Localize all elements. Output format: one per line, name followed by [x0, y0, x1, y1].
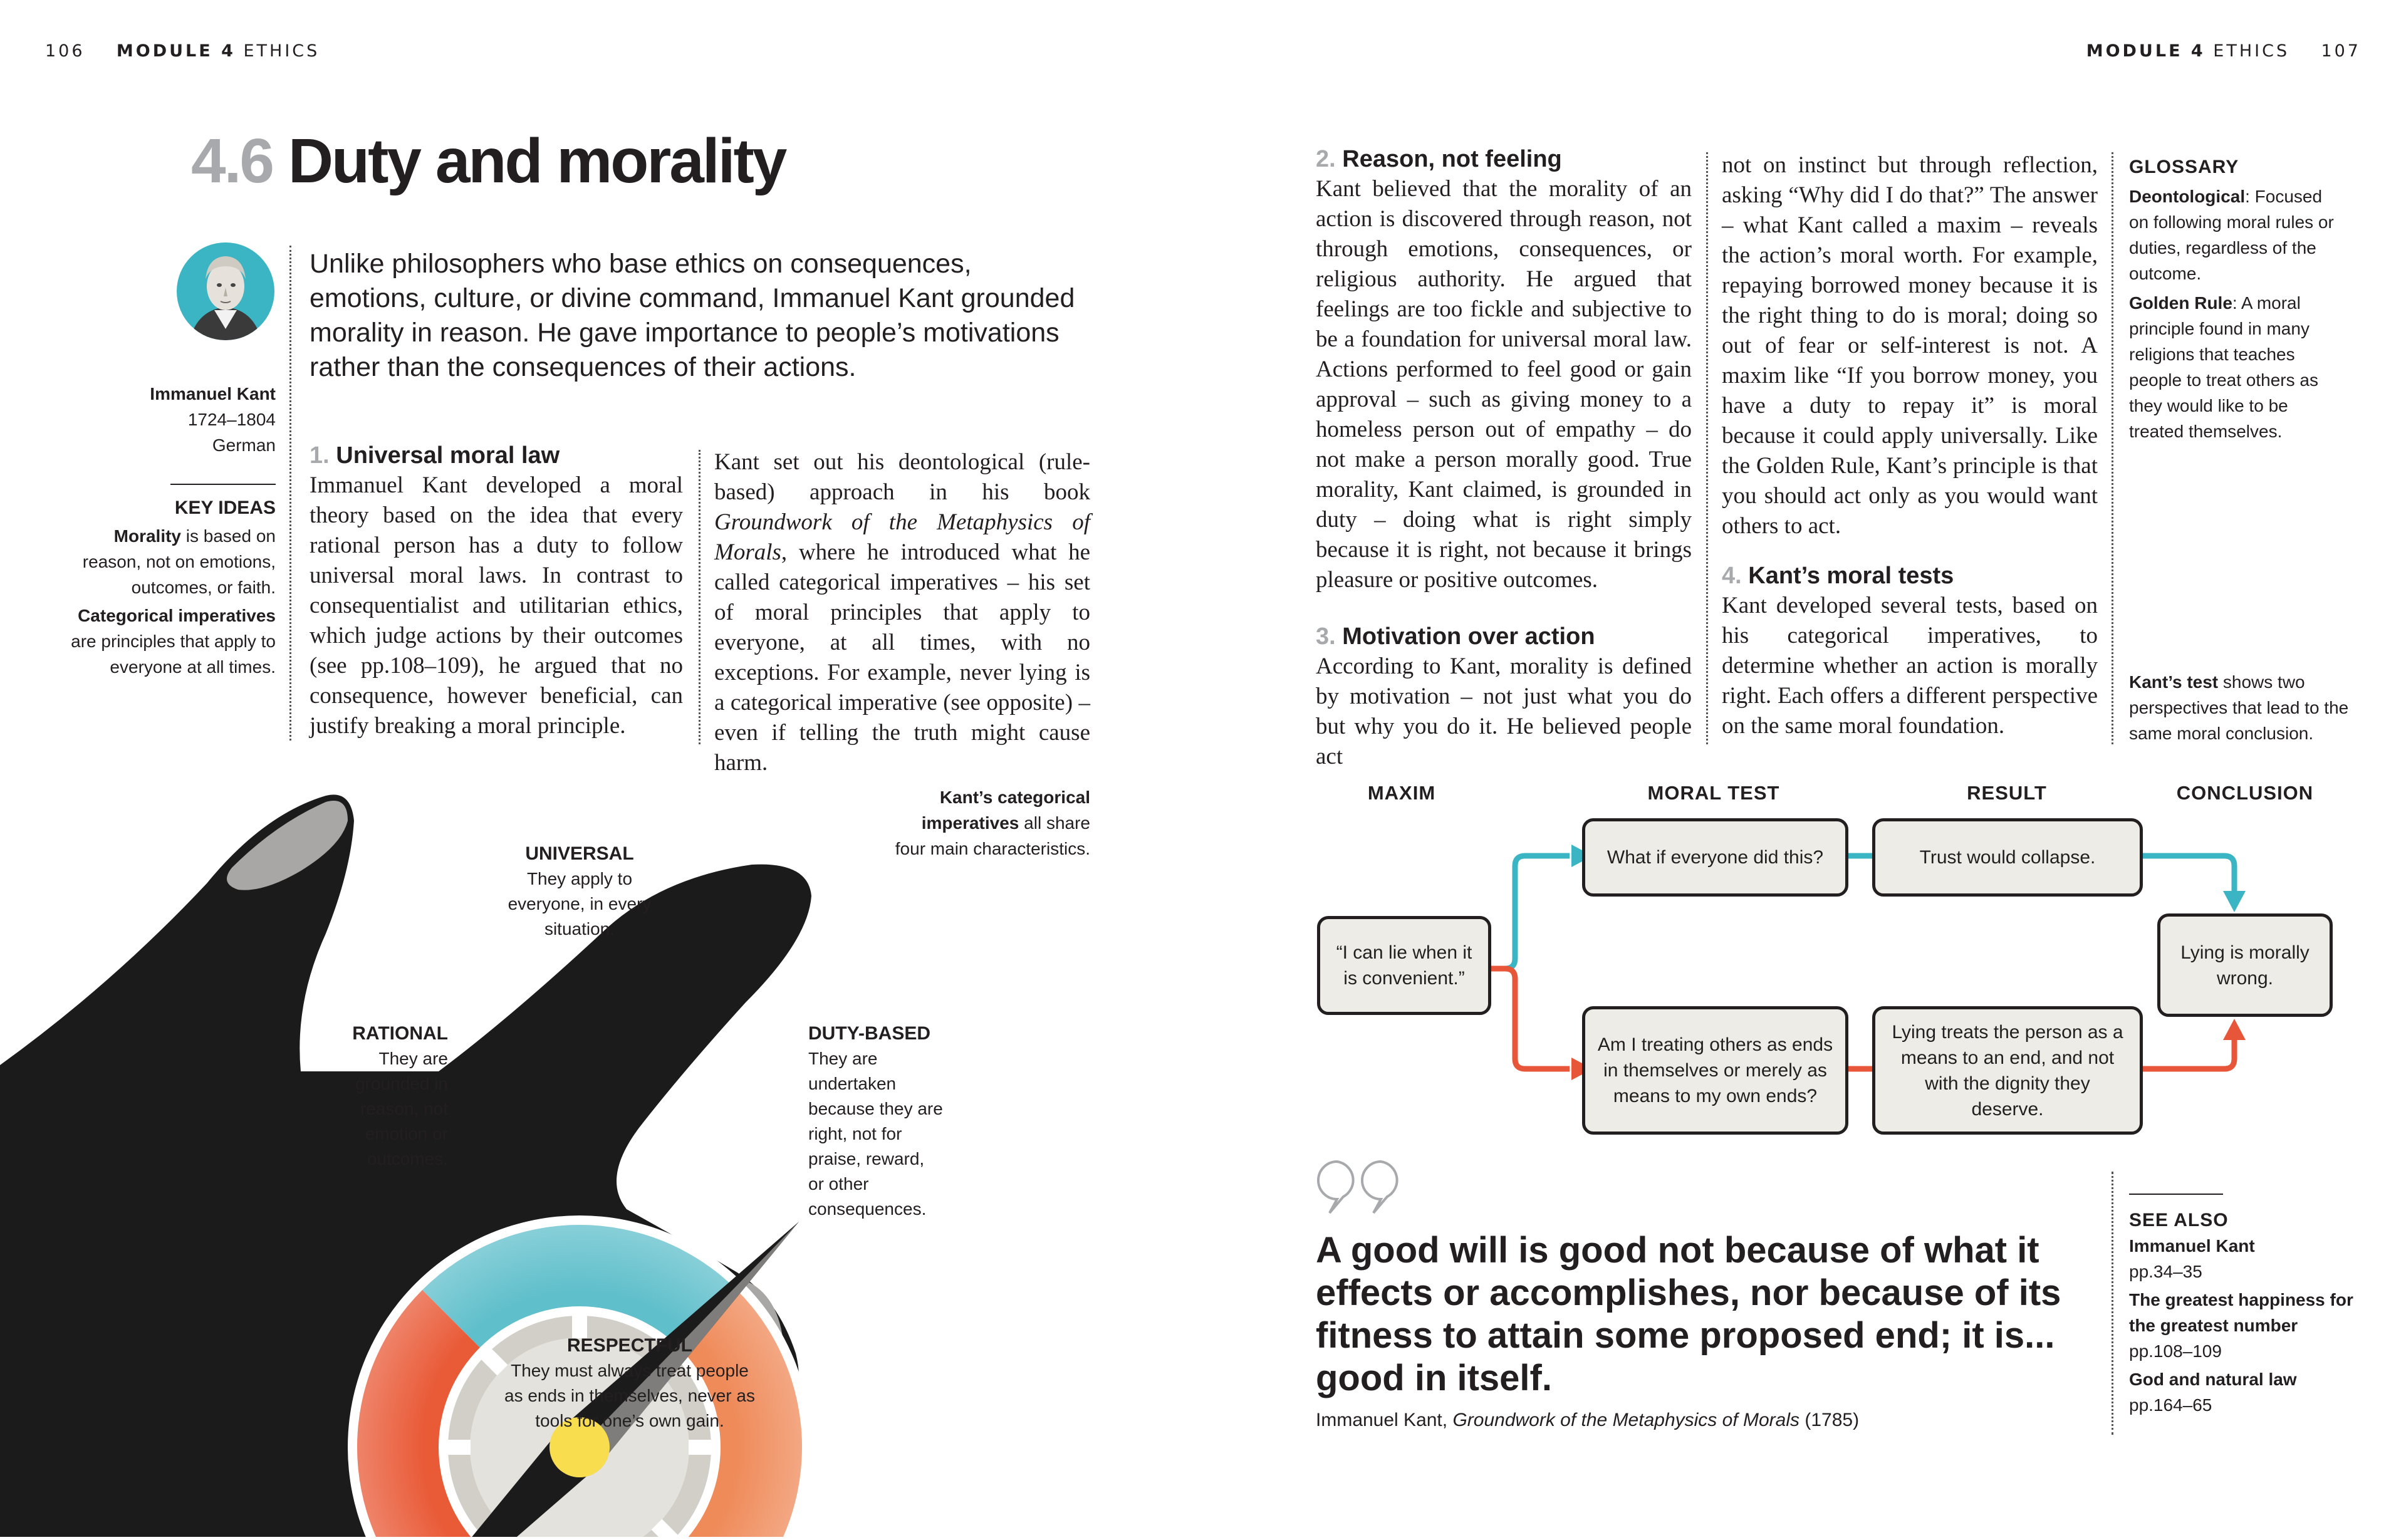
title-number: 4.6	[191, 126, 273, 196]
section-1-continued: Kant set out his deontological (rule-based) approach in his book Groundwork of the Metaphysics of Morals, where he introduced what he called categorical imperatives – his set of moral principles that apply to everyone, at all times, with no exceptions. For example, never lying is a categorical imperative (see opposite) – even if telling the truth might cause harm.	[714, 449, 1090, 776]
flow-box-result-top: Trust would collapse.	[1872, 818, 2143, 897]
key-idea-item: Morality is based on reason, not on emotions, outcomes, or faith.	[82, 526, 276, 597]
key-idea-item: Categorical imperatives are principles that apply to everyone at all times.	[71, 606, 276, 677]
see-also-rule	[2129, 1194, 2223, 1195]
flow-column-maxim: MAXIM	[1367, 782, 1436, 804]
folio-left	[45, 41, 320, 61]
flow-box-test-top: What if everyone did this?	[1582, 818, 1848, 897]
column-divider-1	[699, 450, 700, 744]
quote-attribution: Immanuel Kant, Groundwork of the Metaphysics of Morals (1785)	[1316, 1410, 1860, 1430]
section-3-body: According to Kant, morality is defined by motivation – not just what you do but why you do it. He believed people act	[1316, 653, 1692, 769]
module-label-left: MODULE 4	[116, 41, 236, 61]
section-label-right: ETHICS	[2213, 41, 2290, 61]
flow-box-result-bottom: Lying treats the person as a means to an end, and not with the dignity they deserve.	[1872, 1006, 2143, 1135]
see-also-item[interactable]: God and natural law pp.164–65	[2129, 1370, 2297, 1415]
column-divider-3	[2112, 152, 2113, 744]
column-divider-2	[1706, 152, 1708, 744]
section-3	[1316, 623, 1692, 772]
see-also	[2129, 1207, 2355, 1418]
kant-portrait	[175, 241, 276, 341]
flow-column-conclusion: CONCLUSION	[2176, 782, 2314, 804]
section-3-continued: not on instinct but through reflection, asking “Why did I do that?” The answer – what Kant called a maxim – reveals the action’s moral worth. For example, repaying borrowed money because it is the right thing to do is moral; doing so out of fear or self-interest is not. A maxim like “If you borrow money, you have a duty to repay it” is moral because it could apply universally. Like the Golden Rule, Kant’s principle is that you should act only as you would want others to act.	[1722, 152, 2098, 539]
wheel-caption: Kant’s categorical imperatives all share four main characteristics.	[895, 788, 1090, 858]
intro-text: Unlike philosophers who base ethics on consequences, emotions, culture, or divine command, Immanuel Kant grounded morality in reason. He gave importance to people’s motivations rather than the consequences of their actions.	[310, 249, 1075, 382]
portrait-name: Immanuel Kant	[150, 384, 276, 403]
flow-caption: Kant’s test shows two perspectives that lead to the same moral conclusion.	[2129, 672, 2349, 743]
see-also-heading: SEE ALSO	[2129, 1210, 2229, 1230]
page-number-left: 106	[45, 41, 85, 61]
quote-text: A good will is good not because of what it effects or accomplishes, nor because of its fitness to attain some proposed end; it is... good in itself.	[1316, 1230, 2061, 1398]
glossary-heading: GLOSSARY	[2129, 157, 2239, 177]
glossary-item: Deontological: Focused on following moral rules or duties, regardless of the outcome.	[2129, 187, 2334, 283]
key-ideas-heading: KEY IDEAS	[174, 497, 276, 518]
flow-column-moral-test: MORAL TEST	[1647, 782, 1780, 804]
page-number-right: 107	[2321, 41, 2361, 61]
section-1	[310, 442, 683, 741]
flow-box-conclusion: Lying is morally wrong.	[2157, 913, 2333, 1017]
portrait-divider	[289, 246, 291, 741]
see-also-item[interactable]: Immanuel Kant pp.34–35	[2129, 1236, 2255, 1281]
section-4-heading: 4. Kant’s moral tests	[1722, 563, 1954, 589]
page-title	[191, 125, 785, 197]
section-3-heading: 3. Motivation over action	[1316, 623, 1595, 650]
key-ideas	[63, 495, 276, 680]
see-also-item[interactable]: The greatest happiness for the greatest number pp.108–109	[2129, 1290, 2353, 1361]
key-ideas-rule	[170, 484, 276, 485]
section-4-body: Kant developed several tests, based on his categorical imperatives, to determine whether an action is morally right. Each offers a different perspective on the same moral foundation.	[1722, 593, 2098, 739]
flow-column-result: RESULT	[1967, 782, 2047, 804]
quote-marks-icon	[1316, 1159, 1404, 1219]
flow-box-maxim: “I can lie when it is convenient.”	[1317, 916, 1491, 1015]
section-2-body: Kant believed that the morality of an action is discovered through reason, not through emotions, consequences, or religious authority. He argued that feelings are too fickle and subjective to be a foundation for universal moral law. Actions performed to feel good or gain approval – such as giving money to a homeless person out of empathy – do not make a person morally good. True morality, Kant claimed, is grounded in duty – doing what is right simply because it is right, not because it brings pleasure or positive outcomes.	[1316, 176, 1692, 593]
wheel-label-universal: UNIVERSAL They apply to everyone, in every situation.	[508, 843, 652, 939]
portrait-nationality: German	[212, 435, 276, 455]
module-label-right: MODULE 4	[2086, 41, 2206, 61]
wheel-label-respectful: RESPECTFUL They must always treat people as ends in themselves, never as tools for one’s own gain.	[504, 1335, 755, 1430]
title-text: Duty and morality	[288, 126, 786, 196]
flow-box-test-bottom: Am I treating others as ends in themselves or merely as means to my own ends?	[1582, 1006, 1848, 1135]
section-2	[1316, 146, 1692, 595]
folio-right	[2086, 41, 2361, 61]
portrait-dates: 1724–1804	[187, 410, 276, 429]
section-label-left: ETHICS	[243, 41, 320, 61]
section-1-body: Immanuel Kant developed a moral theory based on the idea that every rational person has a duty to follow universal moral laws. In contrast to consequentialist and utilitarian ethics, which judge actions by their outcomes (see pp.108–109), he argued that no consequence, however beneficial, can justify breaking a moral principle.	[310, 472, 683, 739]
portrait-caption	[88, 381, 276, 458]
section-1-heading: 1. Universal moral law	[310, 442, 560, 469]
wheel-label-rational: RATIONAL They are grounded in reason, not emotion or outcomes.	[352, 1023, 448, 1168]
section-4	[1722, 563, 2098, 741]
see-also-divider	[2112, 1172, 2113, 1435]
section-2-heading: 2. Reason, not feeling	[1316, 146, 1562, 172]
glossary	[2129, 154, 2342, 444]
glossary-item: Golden Rule: A moral principle found in many religions that teaches people to treat others as they would like to be treated themselves.	[2129, 293, 2318, 441]
wheel-label-duty-based: DUTY-BASED They are undertaken because they are right, not for praise, reward, or other consequences.	[808, 1023, 943, 1219]
